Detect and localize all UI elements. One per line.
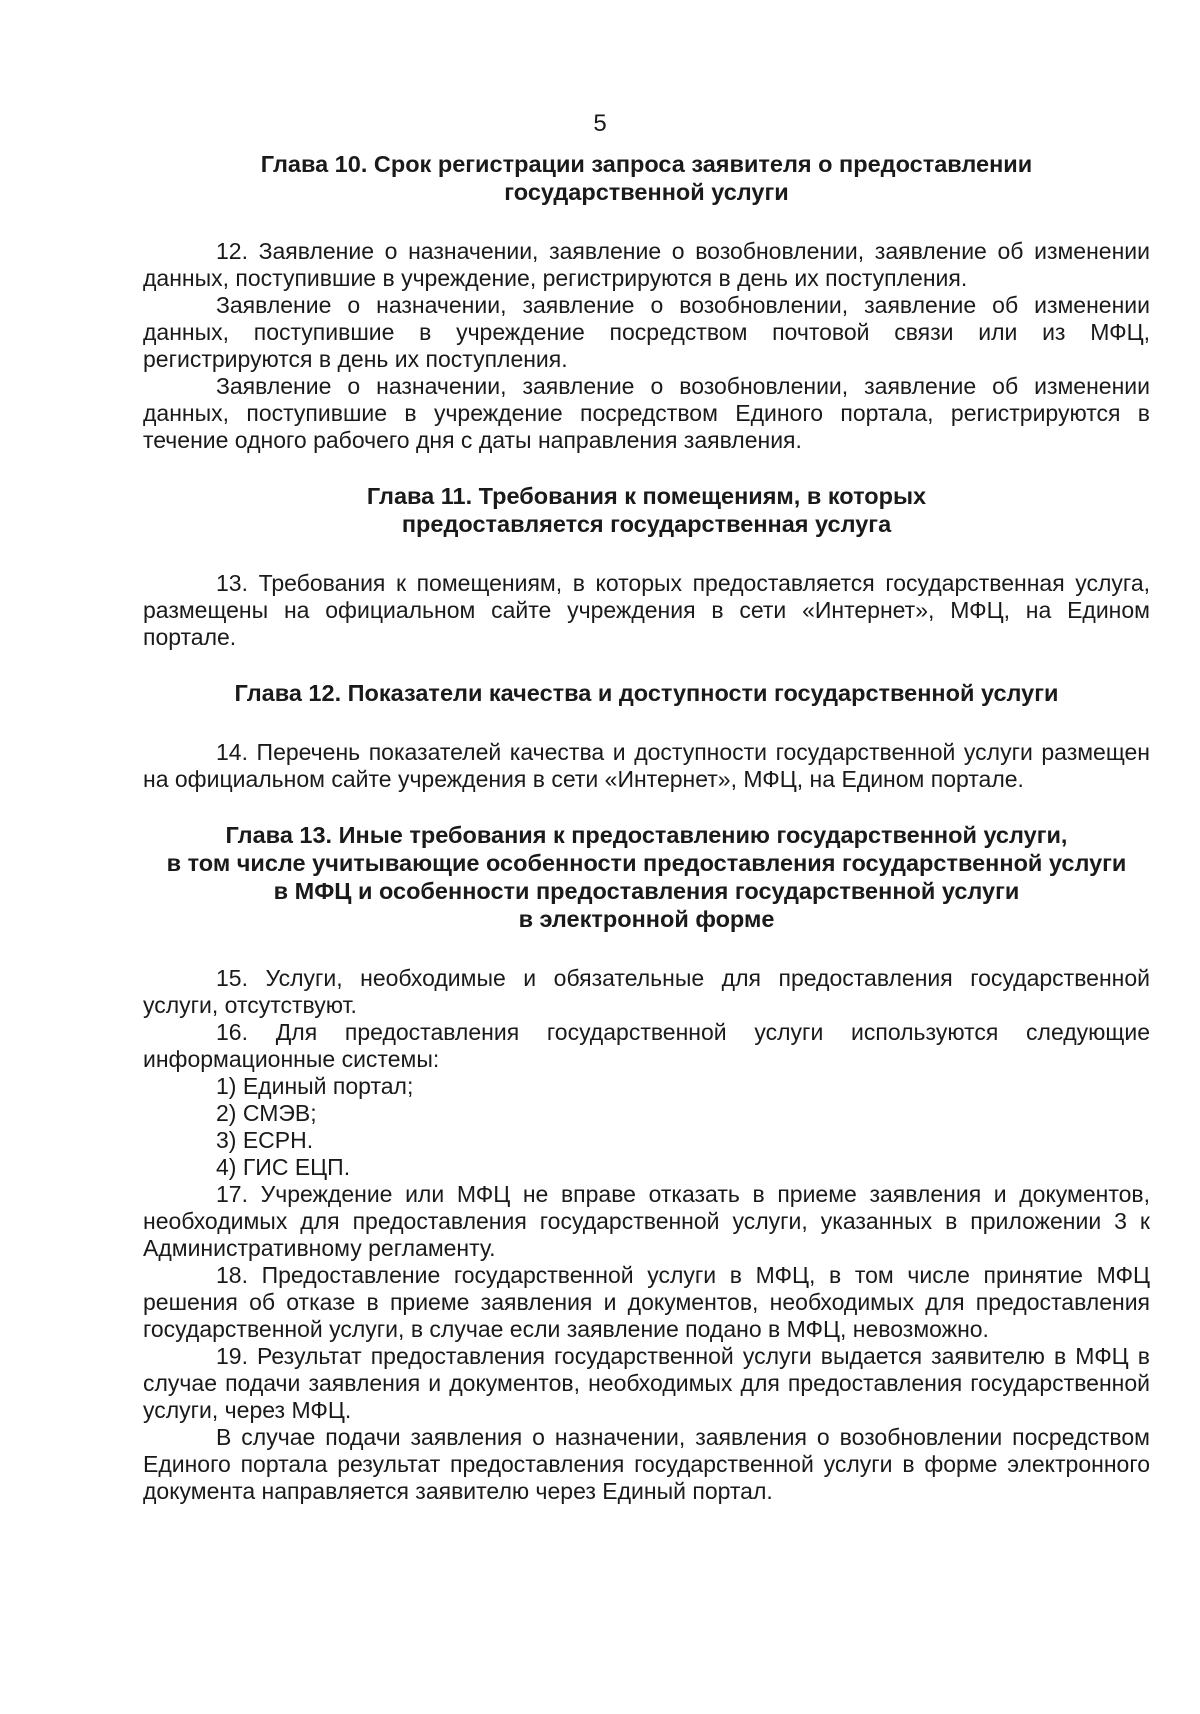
chapter-11-heading	[143, 482, 1150, 538]
chapter-title-line: в том числе учитывающие особенности предоставления государственной услуги	[166, 850, 1127, 876]
paragraph-16: 16. Для предоставления государственной услуги используются следующие информационные системы:	[143, 1019, 1150, 1072]
paragraph-12: 12. Заявление о назначении, заявление о возобновлении, заявление об изменении данных, поступившие в учреждение, регистрируются в день их поступления.	[143, 238, 1150, 291]
chapter-title-line: государственной услуги	[504, 179, 789, 205]
paragraph-15: 15. Услуги, необходимые и обязательные для предоставления государственной услуги, отсутствуют.	[143, 965, 1150, 1018]
document-body	[143, 150, 1150, 1505]
paragraph: Заявление о назначении, заявление о возобновлении, заявление об изменении данных, поступившие в учреждение посредством почтовой связи или из МФЦ, регистрируются в день их поступления.	[143, 292, 1150, 372]
paragraph-13: 13. Требования к помещениям, в которых предоставляется государственная услуга, размещены на официальном сайте учреждения в сети «Интернет», МФЦ, на Едином портале.	[143, 570, 1150, 650]
chapter-13-heading	[143, 821, 1150, 933]
chapter-12-heading	[143, 679, 1150, 707]
chapter-title-line: Глава 11. Требования к помещениям, в которых	[366, 483, 927, 509]
list-item: 1) Единый портал;	[216, 1073, 414, 1099]
paragraph: Заявление о назначении, заявление о возобновлении, заявление об изменении данных, поступившие в учреждение посредством Единого портала, регистрируются в течение одного рабочего дня с даты направления заявления.	[143, 373, 1150, 453]
chapter-title-line: Глава 12. Показатели качества и доступности государственной услуги	[234, 680, 1059, 706]
chapter-title-line: предоставляется государственная услуга	[401, 511, 892, 537]
paragraph-14: 14. Перечень показателей качества и доступности государственной услуги размещен на официальном сайте учреждения в сети «Интернет», МФЦ, на Едином портале.	[143, 739, 1150, 792]
chapter-title-line: в электронной форме	[518, 906, 775, 932]
list-item: 3) ЕСРН.	[216, 1127, 314, 1153]
list-item: 4) ГИС ЕЦП.	[216, 1154, 351, 1180]
chapter-title-line: Глава 10. Срок регистрации запроса заявителя о предоставлении	[260, 151, 1033, 177]
list-item: 2) СМЭВ;	[216, 1100, 317, 1126]
paragraph-18: 18. Предоставление государственной услуги в МФЦ, в том числе принятие МФЦ решения об отказе в приеме заявления и документов, необходимых для предоставления государственной услуги, в случае если заявление подано в МФЦ, невозможно.	[143, 1262, 1150, 1342]
paragraph: В случае подачи заявления о назначении, заявления о возобновлении посредством Единого портала результат предоставления государственной услуги в форме электронного документа направляется заявителю через Единый портал.	[143, 1424, 1150, 1504]
chapter-title-line: Глава 13. Иные требования к предоставлению государственной услуги,	[225, 822, 1068, 848]
chapter-title-line: в МФЦ и особенности предоставления государственной услуги	[273, 878, 1020, 904]
chapter-10-heading	[143, 150, 1150, 206]
paragraph-17: 17. Учреждение или МФЦ не вправе отказать в приеме заявления и документов, необходимых для предоставления государственной услуги, указанных в приложении 3 к Административному регламенту.	[143, 1181, 1150, 1261]
page-number: 5	[593, 110, 607, 137]
paragraph-19: 19. Результат предоставления государственной услуги выдается заявителю в МФЦ в случае подачи заявления и документов, необходимых для предоставления государственной услуги, через МФЦ.	[143, 1343, 1150, 1423]
